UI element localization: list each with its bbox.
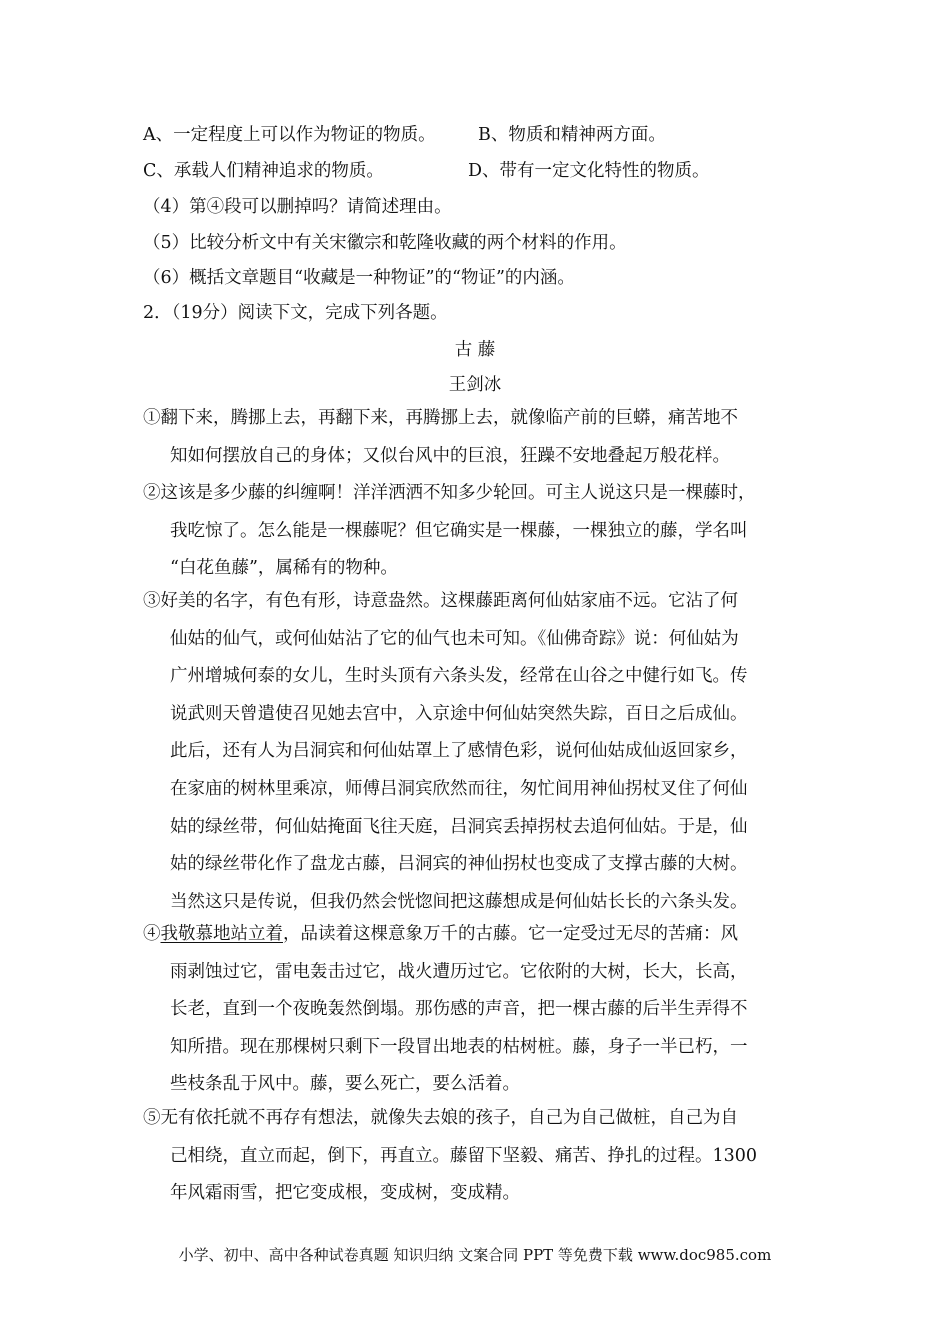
underlined-phrase: 我敬慕地站立着 [160, 924, 283, 944]
paragraph-line: 雨剥蚀过它，雷电轰击过它，战火遭历过它。它依附的大树，长大，长高， [170, 961, 748, 982]
option-c: C、承载人们精神追求的物质。 [143, 161, 384, 181]
article-author: 王剑冰 [448, 375, 502, 395]
paragraph-line: “白花鱼藤”，属稀有的物种。 [170, 558, 398, 579]
article-title: 古 藤 [454, 340, 496, 360]
question-6: （6）概括文章题目“收藏是一种物证”的“物证”的内涵。 [143, 268, 575, 288]
paragraph-line: 当然这只是传说，但我仍然会恍惚间把这藤想成是何仙姑长长的六条头发。 [170, 891, 748, 912]
paragraph-line: 此后，还有人为吕洞宾和何仙姑罩上了感情色彩，说何仙姑成仙返回家乡， [170, 741, 748, 762]
paragraph-line: 广州增城何泰的女儿，生时头顶有六条头发，经常在山谷之中健行如飞。传 [170, 666, 748, 687]
paragraph-line: 我吃惊了。怎么能是一棵藤呢？但它确实是一棵藤，一棵独立的藤，学名叫 [170, 520, 748, 541]
paragraph-line [143, 916, 823, 954]
paragraph-line: 长老，直到一个夜晚轰然倒塌。那伤感的声音，把一棵古藤的后半生弄得不 [170, 999, 748, 1020]
option-b: B、物质和精神两方面。 [478, 125, 666, 145]
paragraph-line: 在家庙的树林里乘凉，师傅吕洞宾欣然而往，匆忙间用神仙拐杖叉住了何仙 [170, 778, 748, 799]
paragraph-1 [143, 400, 823, 475]
paragraph-line: ⑤无有依托就不再存有想法，就像失去娘的孩子，自己为自己做桩，自己为自 [143, 1108, 738, 1128]
paragraph-line: 知所措。现在那棵树只剩下一段冒出地表的枯树桩。藤，身子一半已朽，一 [170, 1036, 748, 1057]
question-5: （5）比较分析文中有关宋徽宗和乾隆收藏的两个材料的作用。 [143, 233, 627, 253]
paragraph-line: 仙姑的仙气，或何仙姑沾了它的仙气也未可知。《仙佛奇踪》说：何仙姑为 [170, 628, 739, 649]
paragraph-5 [143, 1100, 823, 1213]
option-d: D、带有一定文化特性的物质。 [468, 161, 710, 181]
section-2-heading: 2．（19分）阅读下文，完成下列各题。 [143, 303, 448, 323]
paragraph-line: 己相绕，直立而起，倒下，再直立。藤留下坚毅、痛苦、挣扎的过程。1300 [170, 1145, 758, 1166]
option-a: A、一定程度上可以作为物证的物质。 [143, 125, 436, 145]
paragraph-3 [143, 583, 823, 921]
paragraph-line: ②这该是多少藤的纠缠啊！洋洋洒洒不知多少轮回。可主人说这只是一棵藤时， [143, 483, 756, 503]
paragraph-number: ④ [143, 924, 161, 944]
paragraph-line: 些枝条乱于风中。藤，要么死亡，要么活着。 [170, 1074, 520, 1095]
paragraph-line: ③好美的名字，有色有形，诗意盎然。这棵藤距离何仙姑家庙不远。它沾了何 [143, 591, 738, 611]
page-footer: 小学、初中、高中各种试卷真题 知识归纳 文案合同 PPT 等免费下载 www.doc985.com [178, 1246, 772, 1264]
question-4: （4）第④段可以删掉吗？请简述理由。 [143, 197, 452, 217]
paragraph-line: 姑的绿丝带化作了盘龙古藤，吕洞宾的神仙拐杖也变成了支撑古藤的大树。 [170, 854, 748, 875]
paragraph-line: 姑的绿丝带，何仙姑掩面飞往天庭，吕洞宾丢掉拐杖去追何仙姑。于是，仙 [170, 816, 748, 837]
paragraph-line: 年风霜雨雪，把它变成根，变成树，变成精。 [170, 1183, 520, 1204]
paragraph-2 [143, 475, 823, 588]
paragraph-line: 知如何摆放自己的身体；又似台风中的巨浪，狂躁不安地叠起万般花样。 [170, 445, 730, 466]
paragraph-line: ①翻下来，腾挪上去，再翻下来，再腾挪上去，就像临产前的巨蟒，痛苦地不 [143, 408, 738, 428]
paragraph-line: 说武则天曾遣使召见她去宫中，入京途中何仙姑突然失踪，百日之后成仙。 [170, 703, 748, 724]
paragraph-text: ，品读着这棵意象万千的古藤。它一定受过无尽的苦痛：风 [283, 924, 738, 944]
paragraph-4 [143, 916, 823, 1104]
